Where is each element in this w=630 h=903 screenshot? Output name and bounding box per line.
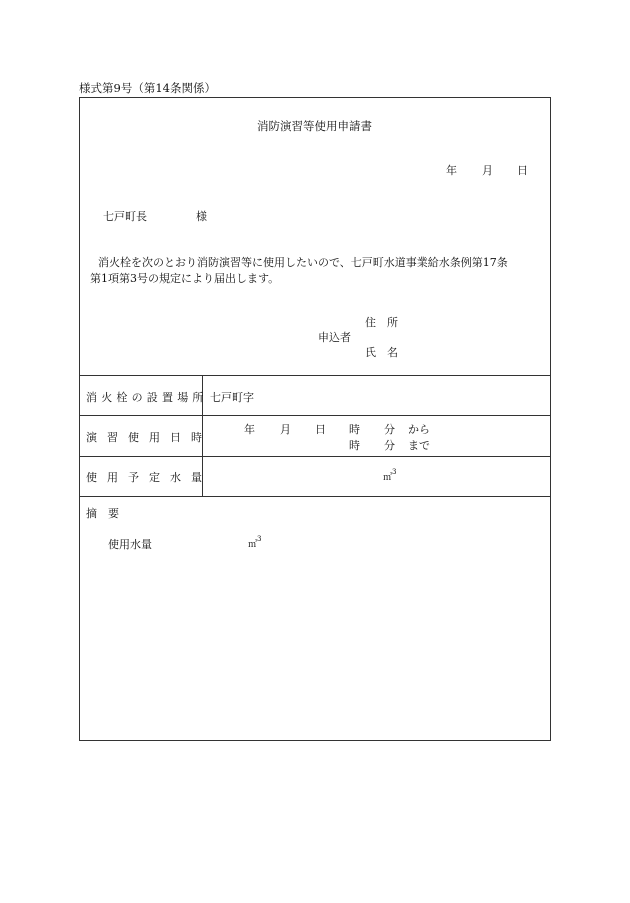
location-value: 七戸町字 [210, 391, 254, 404]
addressee-name: 七戸町長 [103, 210, 147, 223]
date-year: 年 [446, 164, 457, 177]
volume-unit-text: ㎥ [383, 473, 393, 483]
form-title: 消防演習等使用申請書 [257, 119, 372, 133]
row-divider-2 [79, 415, 551, 416]
datetime-end-suffix: まで [408, 439, 430, 452]
remarks-water-unit [248, 537, 261, 550]
datetime-label: 演習使用日時 [86, 431, 212, 444]
remarks-label: 摘 要 [86, 507, 119, 520]
body-text-line1: 消火栓を次のとおり消防演習等に使用したいので、七戸町水道事業給水条例第17条 [98, 256, 508, 269]
datetime-start-hour: 時 [349, 423, 360, 436]
datetime-start-year: 年 [244, 423, 255, 436]
addressee-honorific: 様 [196, 210, 207, 223]
row-divider-1 [79, 375, 551, 376]
volume-unit-superscript: 3 [392, 468, 397, 476]
volume-label: 使用予定水量 [86, 471, 212, 484]
datetime-start-minute: 分 [384, 423, 395, 436]
row-divider-3 [79, 456, 551, 457]
applicant-address-label: 住 所 [365, 316, 398, 329]
remarks-water-unit-text: ㎥ [248, 540, 258, 550]
datetime-start-month: 月 [280, 423, 291, 436]
date-month: 月 [482, 164, 493, 177]
body-text-line2: 第1項第3号の規定により届出します。 [90, 272, 280, 285]
datetime-end-minute: 分 [384, 439, 395, 452]
applicant-label: 申込者 [318, 331, 351, 344]
remarks-water-label: 使用水量 [108, 538, 152, 551]
datetime-end-hour: 時 [349, 439, 360, 452]
row-divider-4 [79, 496, 551, 497]
location-label: 消火栓の設置場所 [86, 391, 208, 404]
form-number: 様式第9号（第14条関係） [79, 81, 216, 95]
form-frame [79, 97, 551, 741]
datetime-start-suffix: から [408, 423, 430, 436]
datetime-start-day: 日 [315, 423, 326, 436]
volume-unit [383, 470, 396, 483]
date-day: 日 [517, 164, 528, 177]
applicant-name-label: 氏 名 [365, 346, 398, 359]
remarks-water-unit-superscript: 3 [257, 535, 262, 543]
